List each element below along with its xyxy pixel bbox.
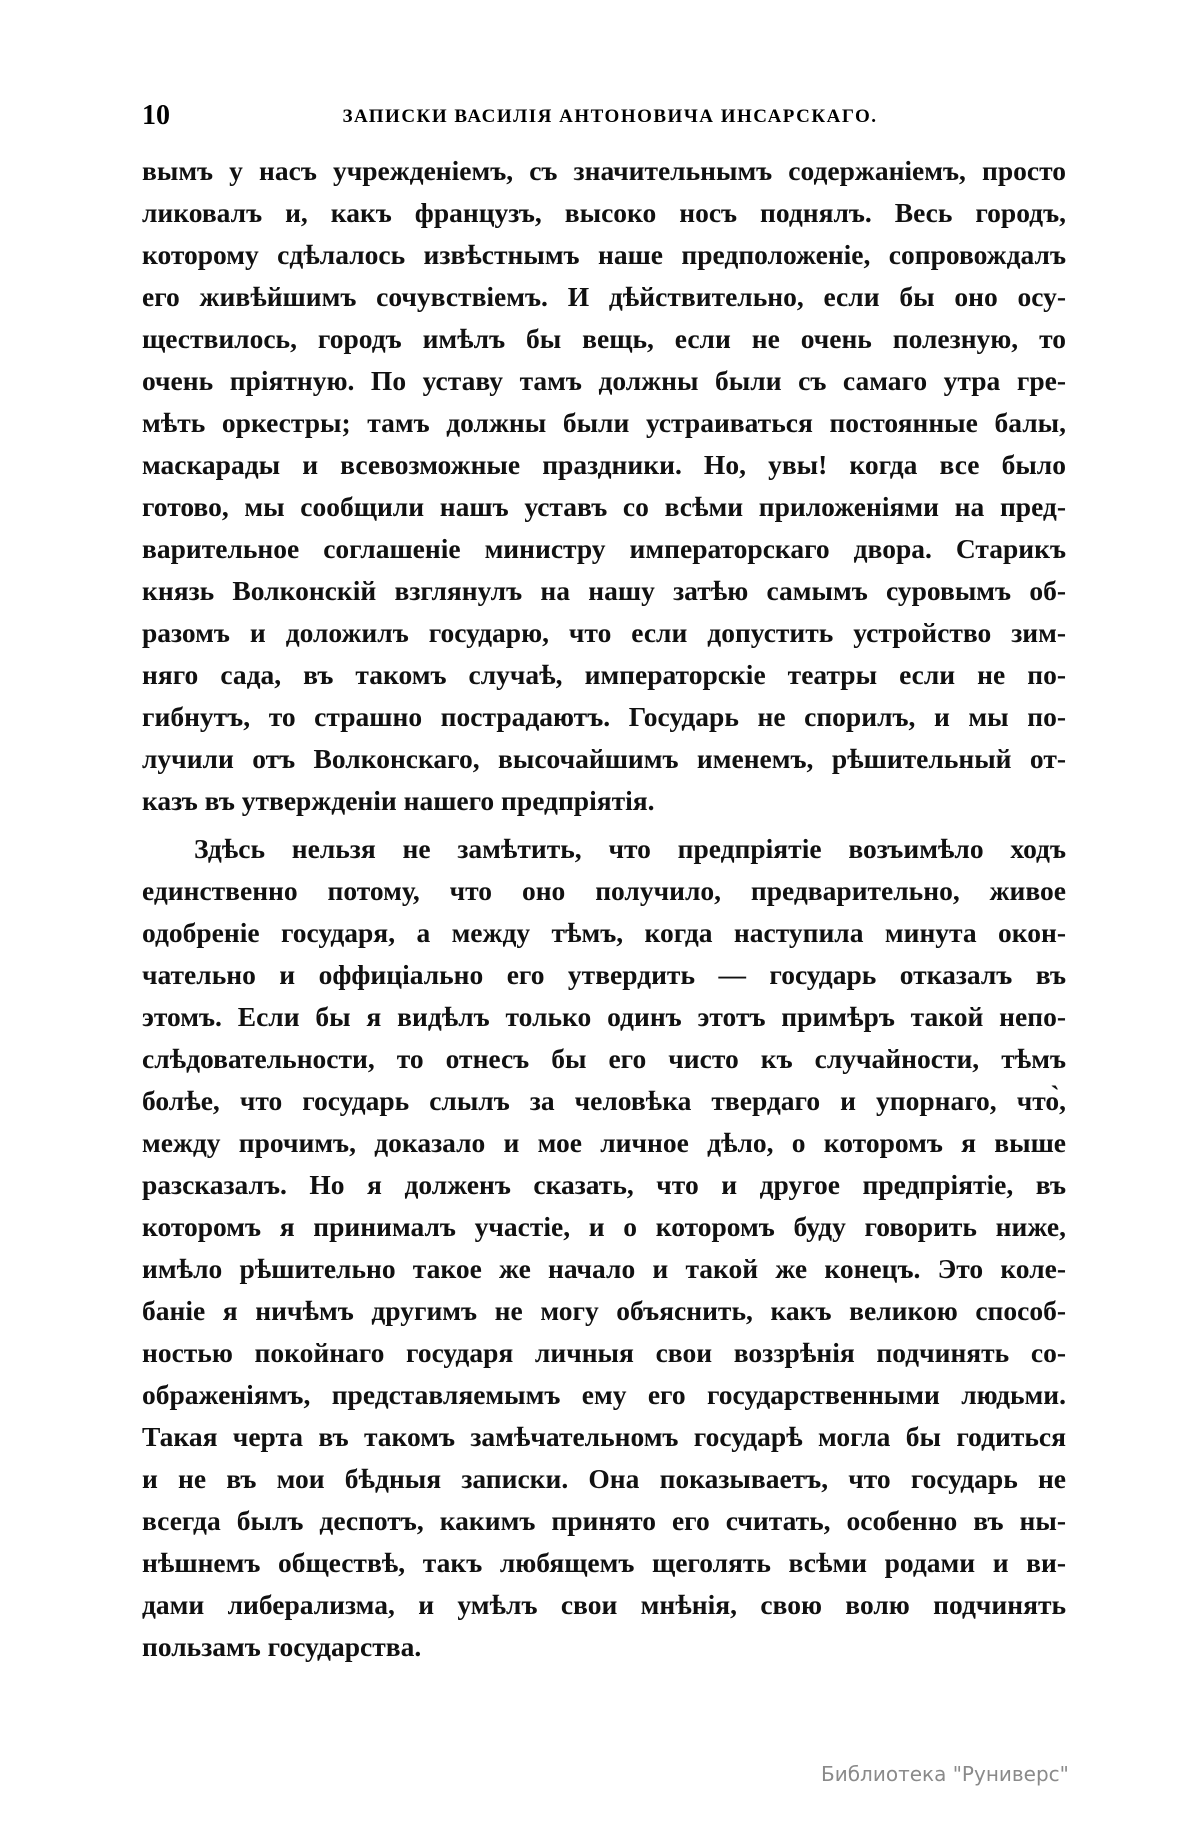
text-line: мѣть оркестры; тамъ должны были устраиваться постоянные балы, (142, 407, 1066, 438)
text-line: имѣло рѣшительно такое же начало и такой же конецъ. Это коле- (142, 1253, 1066, 1284)
text-line: готово, мы сообщили нашъ уставъ со всѣми приложеніями на пред- (142, 491, 1066, 522)
text-line: чательно и оффиціально его утвердить — государь отказалъ въ (142, 959, 1066, 990)
text-line: этомъ. Если бы я видѣлъ только одинъ этотъ примѣръ такой непо- (142, 1001, 1066, 1032)
text-line: ностью покойнаго государя личныя свои воззрѣнія подчинять со- (142, 1337, 1066, 1368)
text-line: лучили отъ Волконскаго, высочайшимъ именемъ, рѣшительный от- (142, 743, 1066, 774)
page-number: 10 (142, 100, 170, 131)
text-line: всегда былъ деспотъ, какимъ принято его считать, особенно въ ны- (142, 1505, 1066, 1536)
text-line: нѣшнемъ обществѣ, такъ любящемъ щеголять всѣми родами и ви- (142, 1547, 1066, 1578)
paragraph (142, 155, 1066, 827)
text-line: между прочимъ, доказало и мое личное дѣло, о которомъ я выше (142, 1127, 1066, 1158)
text-line: которомъ я принималъ участіе, и о которомъ буду говорить ниже, (142, 1211, 1066, 1242)
text-line: Здѣсь нельзя не замѣтить, что предпріятіе возъимѣло ходъ (194, 833, 1066, 864)
text-line: слѣдовательности, то отнесъ бы его чисто къ случайности, тѣмъ (142, 1043, 1066, 1074)
text-line: маскарады и всевозможные праздники. Но, увы! когда все было (142, 449, 1066, 480)
text-line: казъ въ утвержденіи нашего предпріятія. (142, 785, 655, 816)
text-line: дами либерализма, и умѣлъ свои мнѣнія, свою волю подчинять (142, 1589, 1066, 1620)
text-line: его живѣйшимъ сочувствіемъ. И дѣйствительно, если бы оно осу- (142, 281, 1066, 312)
body-text (142, 155, 1066, 1673)
running-title: ЗАПИСКИ ВАСИЛІЯ АНТОНОВИЧА ИНСАРСКАГО. (342, 106, 878, 127)
text-line: вымъ у насъ учрежденіемъ, съ значительнымъ содержаніемъ, просто (142, 155, 1066, 186)
text-line: Такая черта въ такомъ замѣчательномъ государѣ могла бы годиться (142, 1421, 1066, 1452)
paragraph (142, 833, 1066, 1673)
library-watermark: Библиотека "Руниверс" (821, 1762, 1069, 1786)
text-line: гибнутъ, то страшно пострадаютъ. Государь не спорилъ, и мы по- (142, 701, 1066, 732)
text-line: ображеніямъ, представляемымъ ему его государственными людьми. (142, 1379, 1066, 1410)
text-line: баніе я ничѣмъ другимъ не могу объяснить, какъ великою способ- (142, 1295, 1066, 1326)
text-line: ществилось, городъ имѣлъ бы вещь, если не очень полезную, то (142, 323, 1066, 354)
text-line: и не въ мои бѣдныя записки. Она показываетъ, что государь не (142, 1463, 1066, 1494)
text-line: разсказалъ. Но я долженъ сказать, что и другое предпріятіе, въ (142, 1169, 1066, 1200)
text-line: которому сдѣлалось извѣстнымъ наше предположеніе, сопровождалъ (142, 239, 1066, 270)
text-line: одобреніе государя, а между тѣмъ, когда наступила минута окон- (142, 917, 1066, 948)
text-line: единственно потому, что оно получило, предварительно, живое (142, 875, 1066, 906)
text-line: разомъ и доложилъ государю, что если допустить устройство зим- (142, 617, 1066, 648)
text-line: князь Волконскій взглянулъ на нашу затѣю самымъ суровымъ об- (142, 575, 1066, 606)
text-line: няго сада, въ такомъ случаѣ, императорскіе театры если не по- (142, 659, 1066, 690)
text-line: пользамъ государства. (142, 1631, 422, 1662)
text-line: варительное соглашеніе министру императорскаго двора. Старикъ (142, 533, 1066, 564)
text-line: очень пріятную. По уставу тамъ должны были съ самаго утра гре- (142, 365, 1066, 396)
text-line: болѣе, что государь слылъ за человѣка твердаго и упорнаго, что̀, (142, 1085, 1066, 1116)
text-line: ликовалъ и, какъ французъ, высоко носъ поднялъ. Весь городъ, (142, 197, 1066, 228)
